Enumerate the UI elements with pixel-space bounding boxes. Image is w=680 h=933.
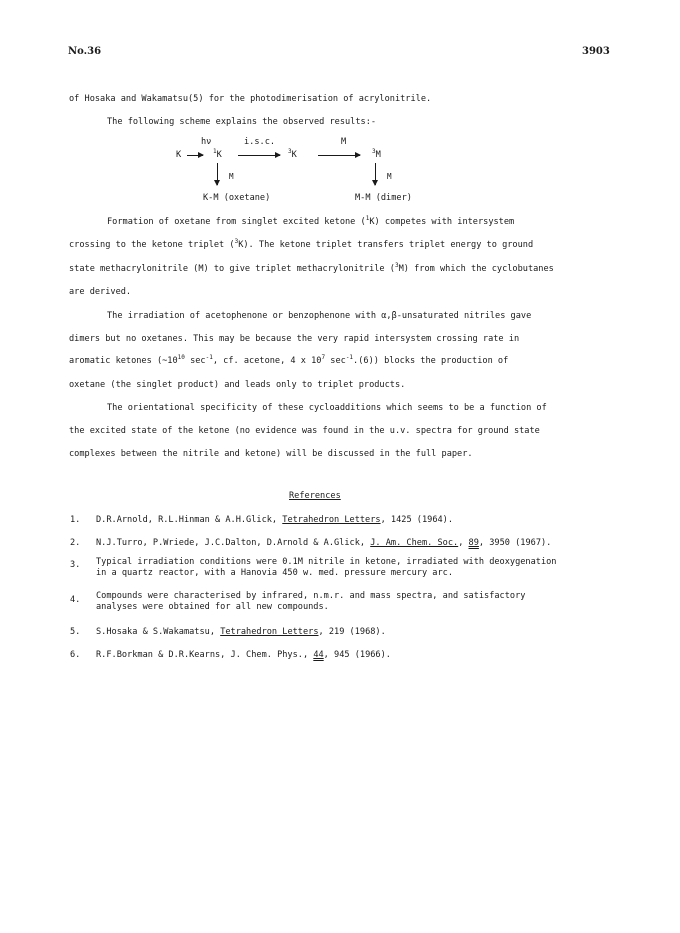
scheme-m-right: M [387, 172, 392, 181]
reference-text: Compounds were characterised by infrared, n.m.r. and mass spectra, and satisfactory [96, 591, 526, 601]
reference-text: R.F.Borkman & D.R.Kearns, J. Chem. Phys., 44, 945 (1966). [96, 650, 391, 660]
reference-number: 6. [70, 650, 81, 660]
scheme-intro: The following scheme explains the observed results:- [107, 117, 377, 127]
para3-line1: The orientational specificity of these cycloadditions which seems to be a function of [107, 403, 547, 413]
reference-number: 2. [70, 538, 81, 548]
scheme-arrow-hv [187, 155, 203, 156]
intro-line: of Hosaka and Wakamatsu(5) for the photodimerisation of acrylonitrile. [69, 94, 432, 104]
reference-number: 1. [70, 515, 81, 525]
para2-line1: The irradiation of acetophenone or benzophenone with α,β-unsaturated nitriles gave [107, 311, 532, 321]
journal-issue-number: No.36 [68, 46, 102, 57]
scheme-product-oxetane: K-M (oxetane) [203, 193, 271, 203]
reference-text: S.Hosaka & S.Wakamatsu, Tetrahedron Letters, 219 (1968). [96, 627, 386, 637]
page-number: 3903 [582, 46, 610, 57]
para2-line3: aromatic ketones ($\sim 10^{10}$ $\sec^{-1}$, cf. acetone, 4 x $10^7$ $\sec^{-1}.(6)$) blocks the production of [69, 354, 509, 366]
scheme-triplet-monomer: $^3$M [372, 148, 381, 160]
reference-text: Typical irradiation conditions were 0.1M nitrile in ketone, irradiated with deoxygenation [96, 557, 557, 567]
scheme-m-left: M [229, 172, 234, 181]
scheme-arrow-isc [238, 155, 280, 156]
scheme-product-dimer: M-M (dimer) [355, 193, 412, 203]
para3-line3: complexes between the nitrile and ketone) will be discussed in the full paper. [69, 449, 473, 459]
scheme-arrow-energy-transfer [318, 155, 360, 156]
scheme-singlet-ketone: $^1$K [213, 148, 222, 160]
para1-line1: Formation of oxetane from singlet excited ketone ($^1$K) competes with intersystem [107, 215, 515, 227]
para2-line4: oxetane (the singlet product) and leads only to triplet products. [69, 380, 406, 390]
scheme-isc-label: i.s.c. [244, 137, 276, 147]
scheme-m-label: M [341, 137, 347, 147]
para1-line2: crossing to the ketone triplet ($^3$K). The ketone triplet transfers triplet energy to ground [69, 238, 534, 250]
reference-number: 5. [70, 627, 81, 637]
reference-number: 3. [70, 560, 81, 570]
scheme-arrow-down-right [375, 163, 376, 185]
para1-line3: state methacrylonitrile (M) to give triplet methacrylonitrile ($^3$M) from which the cyclobutanes [69, 262, 554, 274]
reference-text: analyses were obtained for all new compounds. [96, 602, 329, 612]
para2-line2: dimers but no oxetanes. This may be because the very rapid intersystem crossing rate in [69, 334, 520, 344]
scheme-triplet-ketone: $^3$K [288, 148, 297, 160]
para3-line2: the excited state of the ketone (no evidence was found in the u.v. spectra for ground state [69, 426, 540, 436]
reference-text: in a quartz reactor, with a Hanovia 450 w. med. pressure mercury arc. [96, 568, 453, 578]
reference-text: N.J.Turro, P.Wriede, J.C.Dalton, D.Arnold & A.Glick, J. Am. Chem. Soc., 89, 3950 (1967). [96, 538, 552, 548]
scheme-ketone: K [176, 150, 182, 160]
para1-line4: are derived. [69, 287, 132, 297]
reference-text: D.R.Arnold, R.L.Hinman & A.H.Glick, Tetrahedron Letters, 1425 (1964). [96, 515, 454, 525]
scheme-hv-label: hν [201, 137, 212, 147]
scheme-arrow-down-left [217, 163, 218, 185]
references-heading: References [289, 491, 341, 501]
reference-number: 4. [70, 595, 81, 605]
